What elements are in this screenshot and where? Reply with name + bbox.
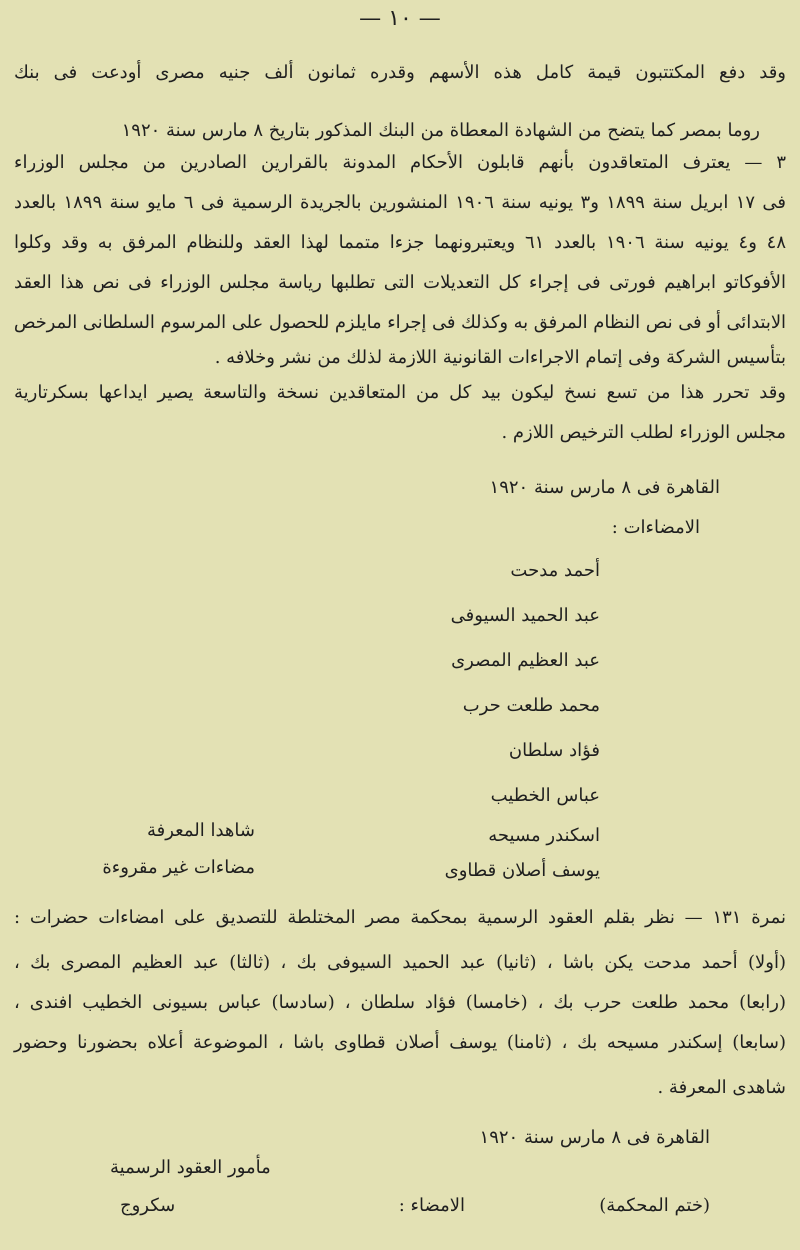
witness-note: شاهدا المعرفة xyxy=(147,820,255,841)
signatory-7: اسكندر مسيحه xyxy=(488,825,600,846)
paragraph1-line-1: وقد دفع المكتتبون قيمة كامل هذه الأسهم وقدره ثمانون ألف جنيه مصرى أودعت فى بنك xyxy=(14,62,786,83)
signature-label: الامضاء : xyxy=(398,1195,465,1216)
paragraph3-line-1: وقد تحرر هذا من تسع نسخ ليكون بيد كل من المتعاقدين نسخة والتاسعة يصير ايداعها بسكرتارية xyxy=(14,382,786,403)
signatory-4: محمد طلعت حرب xyxy=(462,695,600,716)
signatory-3: عبد العظيم المصرى xyxy=(451,650,600,671)
signatory-8: يوسف أصلان قطاوى xyxy=(444,860,600,881)
notary-line-2: (أولا) أحمد مدحت يكن باشا ، (ثانيا) عبد الحميد السيوفى بك ، (ثالثا) عبد العظيم المصرى بك ، xyxy=(14,952,786,973)
place-date-1: القاهرة فى ٨ مارس سنة ١٩٢٠ xyxy=(489,477,720,498)
signatory-2: عبد الحميد السيوفى xyxy=(450,605,600,626)
notary-line-5: شاهدى المعرفة . xyxy=(657,1077,786,1098)
notary-line-1: نمرة ١٣١ — نظر بقلم العقود الرسمية بمحكمة مصر المختلطة للتصديق على امضاءات حضرات : xyxy=(14,907,787,928)
paragraph2-line-4: الأفوكاتو ابراهيم فورتى فى إجراء كل التعديلات التى تطلبها رياسة مجلس الوزراء فى نص هذا العقد xyxy=(14,272,786,293)
paragraph2-line-3: ٤٨ و٤ يونيه سنة ١٩٠٦ بالعدد ٦١ ويعتبرونهما جزءا متمما لهذا العقد وللنظام المرفق به وقد وكلوا xyxy=(14,232,786,253)
paragraph1-line-2: روما بمصر كما يتضح من الشهادة المعطاة من البنك المذكور بتاريخ ٨ مارس سنة ١٩٢٠ xyxy=(121,120,760,141)
paragraph2-line-1: ٣ — يعترف المتعاقدون بأنهم قابلون الأحكام المدونة بالقرارين الصادرين من مجلس الوزراء xyxy=(14,152,786,173)
unreadable-signatures-note: مضاءات غير مقروءة xyxy=(102,857,255,878)
paragraph2-line-2: فى ١٧ ابريل سنة ١٨٩٩ و٣ يونيه سنة ١٩٠٦ المنشورين بالجريدة الرسمية فى ٦ مايو سنة ١٨٩٩ بالعدد xyxy=(14,192,786,213)
place-date-2: القاهرة فى ٨ مارس سنة ١٩٢٠ xyxy=(479,1127,710,1148)
notary-line-3: (رابعا) محمد طلعت حرب بك ، (خامسا) فؤاد سلطان ، (سادسا) عباس بسيونى الخطيب افندى ، xyxy=(14,992,786,1013)
signatory-6: عباس الخطيب xyxy=(490,785,600,806)
court-seal: (ختم المحكمة) xyxy=(599,1195,710,1216)
page-number: — ١٠ — xyxy=(359,6,441,31)
notary-line-4: (سابعا) إسكندر مسيحه بك ، (ثامنا) يوسف أصلان قطاوى باشا ، الموضوعة أعلاه بحضورنا وحضور xyxy=(14,1032,786,1053)
official-name: سكروج xyxy=(120,1195,176,1216)
official-title: مأمور العقود الرسمية xyxy=(110,1157,271,1178)
paragraph3-line-2: مجلس الوزراء لطلب الترخيص اللازم . xyxy=(501,422,786,443)
signatory-5: فؤاد سلطان xyxy=(508,740,600,761)
paragraph2-line-5: الابتدائى أو فى نص النظام المرفق به وكذلك فى إجراء مايلزم للحصول على المرسوم السلطانى المرخص xyxy=(13,312,786,333)
signatory-1: أحمد مدحت xyxy=(510,560,600,581)
signatures-heading: الامضاءات : xyxy=(611,517,700,538)
paragraph2-line-6: بتأسيس الشركة وفى إتمام الاجراءات القانونية اللازمة لذلك من نشر وخلافه . xyxy=(214,347,786,368)
